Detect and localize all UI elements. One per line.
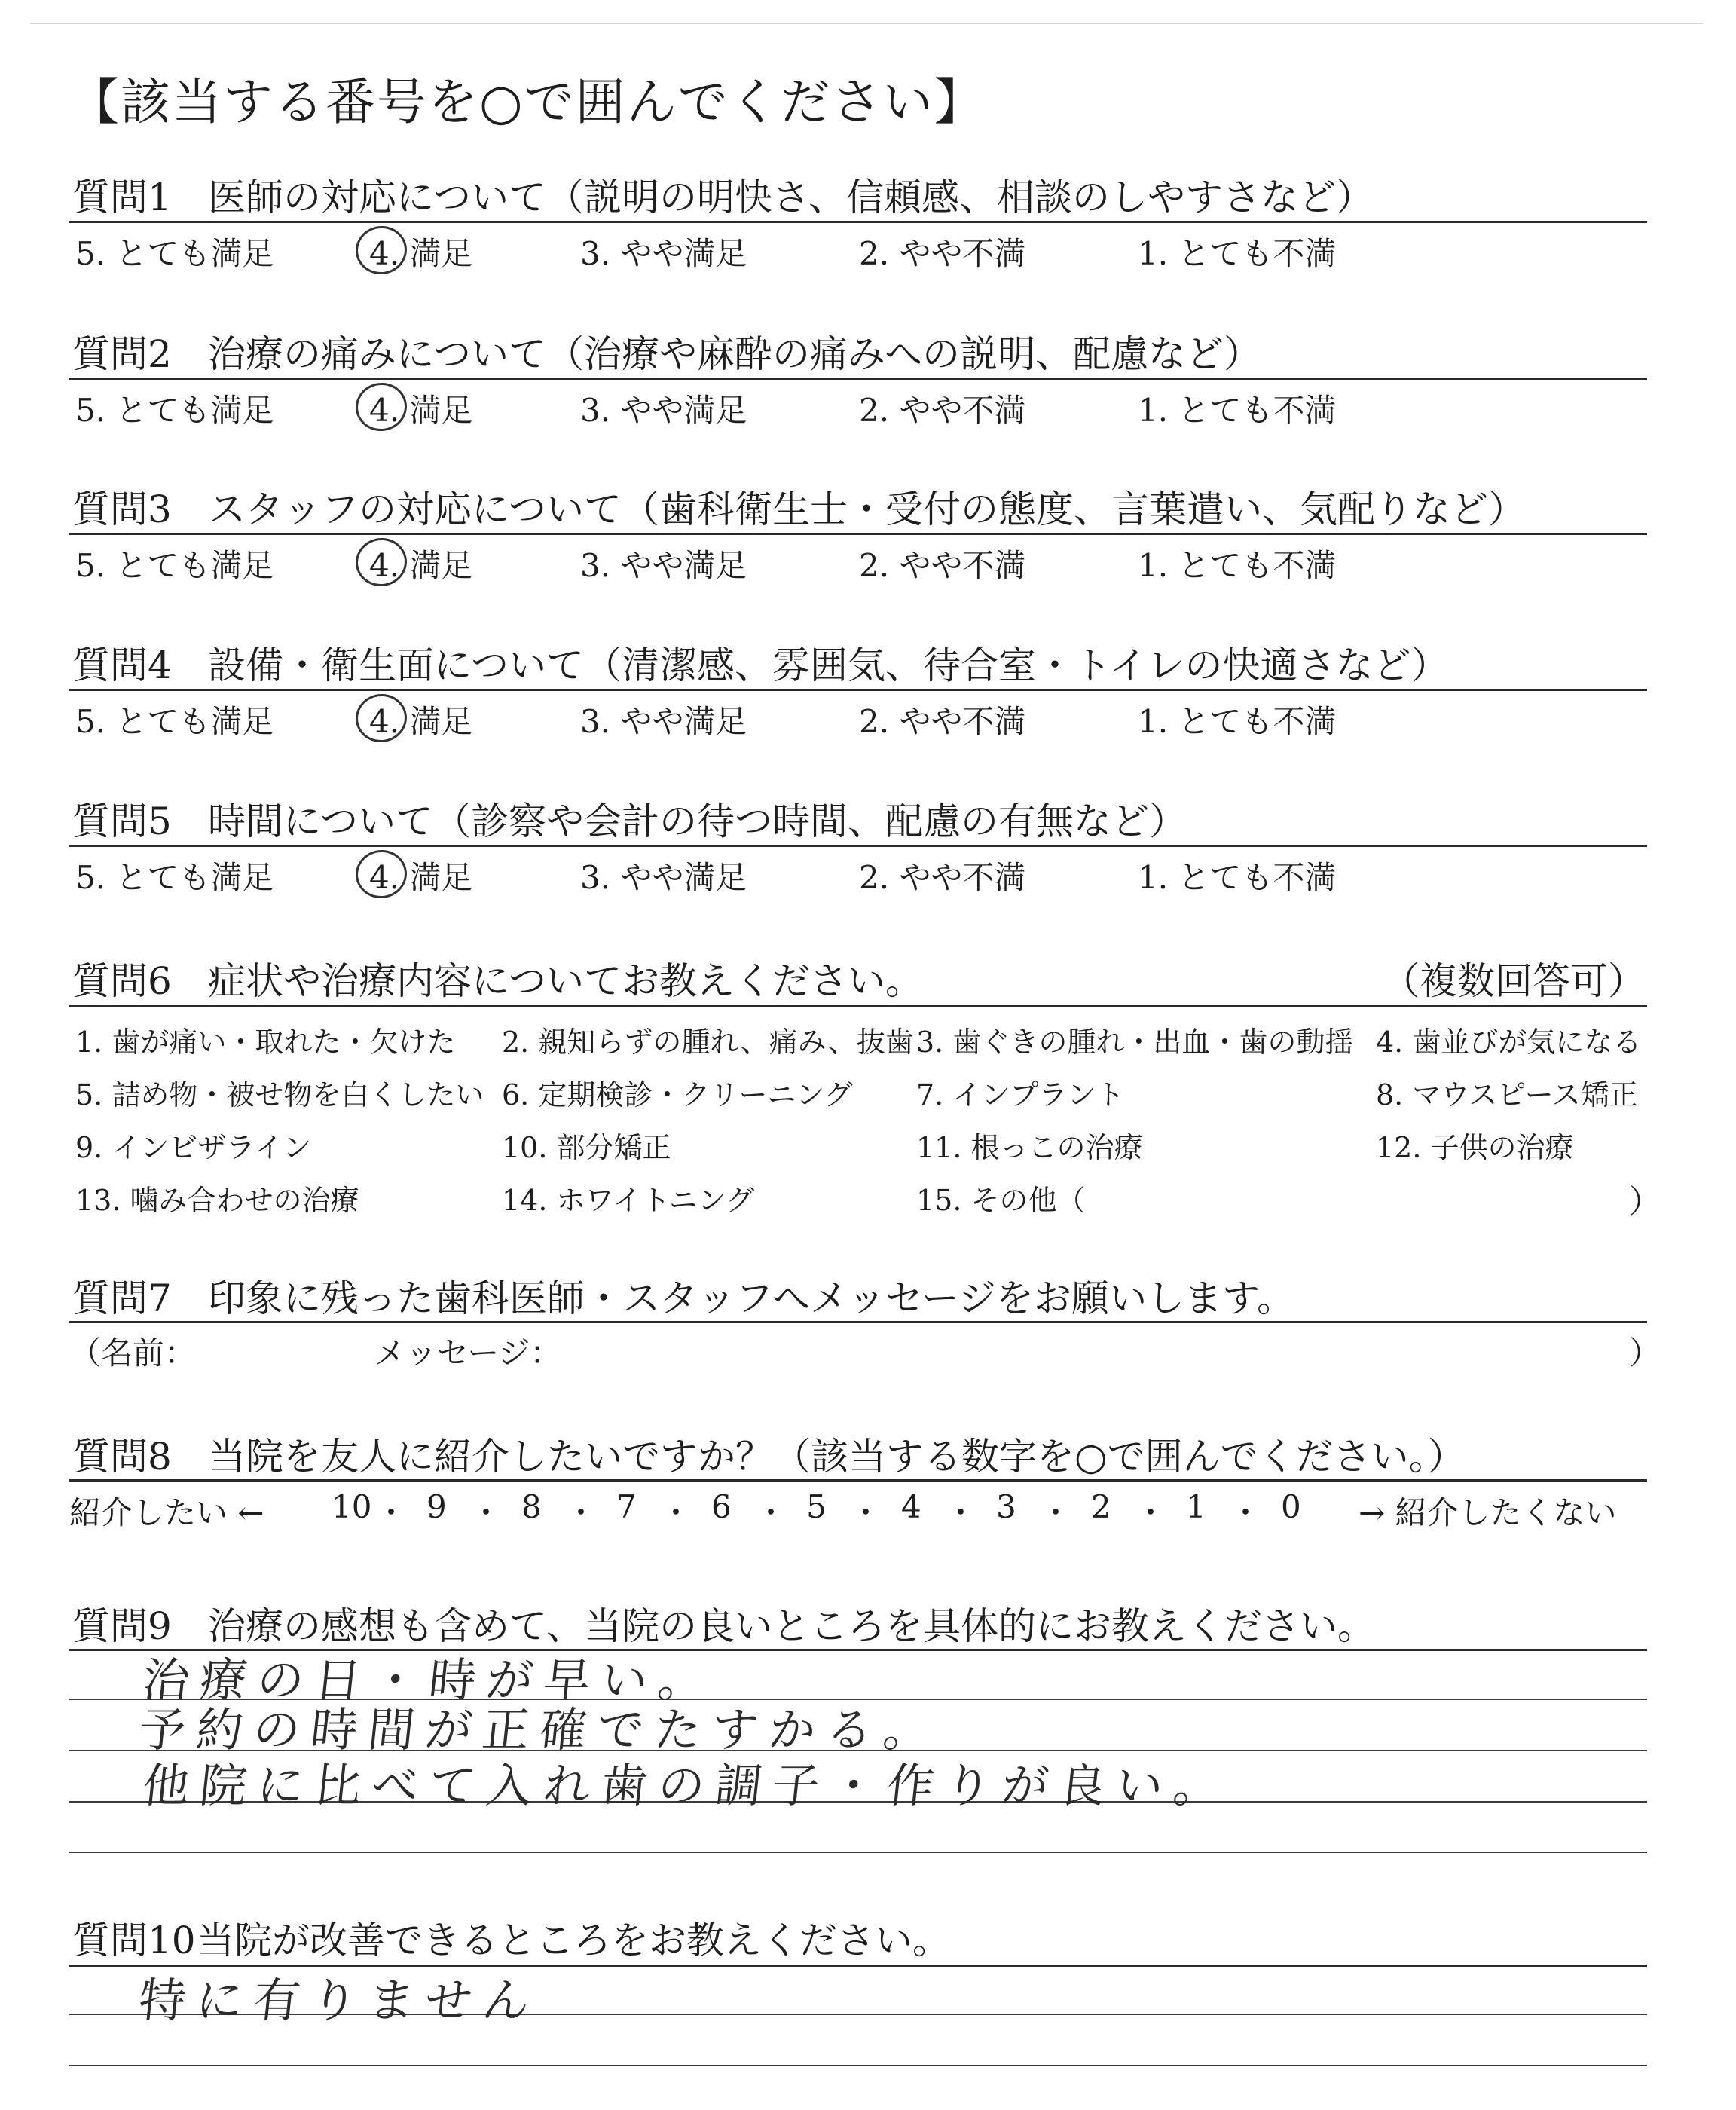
q1-option-1[interactable]: 1. とても不満 xyxy=(1138,235,1337,272)
q6-option-4[interactable]: 4. 歯並びが気になる xyxy=(1376,1026,1642,1059)
q5-option-2[interactable]: 2. やや不満 xyxy=(859,859,1026,896)
q3-rule xyxy=(69,533,1647,535)
q6-option-10[interactable]: 10. 部分矯正 xyxy=(502,1131,671,1164)
q2-option-5[interactable]: 5. とても満足 xyxy=(75,392,274,429)
q6-option-14[interactable]: 14. ホワイトニング xyxy=(502,1184,755,1217)
q6-option-3[interactable]: 3. 歯ぐきの腫れ・出血・歯の動揺 xyxy=(916,1026,1354,1059)
q10-answer-line-1: 特に有りません xyxy=(136,1973,543,2028)
q3-option-1[interactable]: 1. とても不満 xyxy=(1138,547,1337,584)
q6-option-7[interactable]: 7. インプラント xyxy=(916,1078,1125,1112)
q2-option-1[interactable]: 1. とても不満 xyxy=(1138,392,1337,429)
q5-option-4[interactable]: 4. 満足 xyxy=(369,859,473,896)
q7-close: ） xyxy=(1629,1335,1661,1372)
q8-scale xyxy=(0,1488,1736,1534)
q8-scale-value[interactable]: 6 xyxy=(711,1488,732,1525)
q1-heading xyxy=(72,167,1374,222)
q8-right-label: → 紹介したくない xyxy=(1359,1494,1617,1531)
q3-option-2[interactable]: 2. やや不満 xyxy=(859,547,1026,584)
q5-rule xyxy=(69,845,1647,847)
q9-answer-line-2: 予約の時間が正確でたすかる。 xyxy=(136,1702,944,1757)
q8-scale-value[interactable]: 1 xyxy=(1186,1488,1206,1525)
q1-rule xyxy=(69,221,1647,223)
q8-scale-separator: ・ xyxy=(1135,1494,1167,1531)
q7-heading xyxy=(72,1268,1294,1323)
q8-scale-separator: ・ xyxy=(565,1494,598,1531)
q3-option-4[interactable]: 4. 満足 xyxy=(369,547,473,584)
q6-note: （複数回答可） xyxy=(1382,959,1646,1003)
q6-option-6[interactable]: 6. 定期検診・クリーニング xyxy=(502,1078,853,1112)
q4-option-5[interactable]: 5. とても満足 xyxy=(75,703,274,740)
q10-text: 当院が改善できるところをお教えください。 xyxy=(197,1919,950,1962)
page-title: 【該当する番号を○で囲んでください】 xyxy=(69,73,986,131)
q8-scale-value[interactable]: 4 xyxy=(901,1488,921,1525)
q8-scale-separator: ・ xyxy=(470,1494,503,1531)
q6-option-8[interactable]: 8. マウスピース矯正 xyxy=(1376,1078,1638,1112)
q8-left-label: 紹介したい ← xyxy=(69,1494,264,1531)
q6-option-2[interactable]: 2. 親知らずの腫れ、痛み、抜歯 xyxy=(502,1026,914,1059)
q6-heading xyxy=(72,951,923,1005)
q3-heading xyxy=(72,479,1526,534)
q4-heading xyxy=(72,635,1449,690)
q2-option-2[interactable]: 2. やや不満 xyxy=(859,392,1026,429)
q6-rule xyxy=(69,1005,1647,1007)
q8-scale-value[interactable]: 9 xyxy=(426,1488,447,1525)
q3-option-3[interactable]: 3. やや満足 xyxy=(580,547,747,584)
q6-option-13[interactable]: 13. 噛み合わせの治療 xyxy=(75,1184,359,1217)
q4-option-1[interactable]: 1. とても不満 xyxy=(1138,703,1337,740)
q1-number: 質問1 xyxy=(72,176,172,219)
q9-answer-line-1: 治療の日・時が早い。 xyxy=(139,1653,719,1708)
q4-option-2[interactable]: 2. やや不満 xyxy=(859,703,1026,740)
q1-option-2[interactable]: 2. やや不満 xyxy=(859,235,1026,272)
q8-scale-value[interactable]: 2 xyxy=(1091,1488,1111,1525)
q2-text: 治療の痛みについて（治療や麻酔の痛みへの説明、配慮など） xyxy=(208,332,1261,376)
q7-rule xyxy=(69,1321,1647,1323)
q2-option-3[interactable]: 3. やや満足 xyxy=(580,392,747,429)
q8-scale-value[interactable]: 7 xyxy=(616,1488,637,1525)
q3-option-5[interactable]: 5. とても満足 xyxy=(75,547,274,584)
q6-option-11[interactable]: 11. 根っこの治療 xyxy=(916,1131,1143,1164)
q6-option-5[interactable]: 5. 詰め物・被せ物を白くしたい xyxy=(75,1078,484,1112)
q4-text: 設備・衛生面について（清潔感、雰囲気、待合室・トイレの快適さなど） xyxy=(208,644,1449,687)
q8-scale-value[interactable]: 0 xyxy=(1281,1488,1301,1525)
q8-number: 質問8 xyxy=(72,1435,172,1479)
q8-scale-separator: ・ xyxy=(660,1494,692,1531)
q7-message-label: メッセージ： xyxy=(374,1335,562,1372)
q9-answer-line-3: 他院に比べて入れ歯の調子・作りが良い。 xyxy=(139,1758,1234,1813)
top-border xyxy=(30,23,1703,24)
q5-number: 質問5 xyxy=(72,800,172,843)
q2-heading xyxy=(72,324,1261,378)
q8-scale-value[interactable]: 10 xyxy=(332,1488,372,1525)
q7-text: 印象に残った歯科医師・スタッフへメッセージをお願いします。 xyxy=(208,1277,1294,1320)
q4-option-4[interactable]: 4. 満足 xyxy=(369,703,473,740)
q1-text: 医師の対応について（説明の明快さ、信頼感、相談のしやすさなど） xyxy=(208,176,1374,219)
q5-option-5[interactable]: 5. とても満足 xyxy=(75,859,274,896)
q3-number: 質問3 xyxy=(72,488,172,531)
q5-option-1[interactable]: 1. とても不満 xyxy=(1138,859,1337,896)
q6-option-9[interactable]: 9. インビザライン xyxy=(75,1131,312,1164)
q10-heading xyxy=(72,1910,950,1965)
q8-text: 当院を友人に紹介したいですか？（該当する数字を○で囲んでください。） xyxy=(208,1435,1466,1479)
q2-rule xyxy=(69,378,1647,380)
q4-number: 質問4 xyxy=(72,644,172,687)
q5-heading xyxy=(72,791,1187,846)
q1-option-4[interactable]: 4. 満足 xyxy=(369,235,473,272)
q10-number: 質問10 xyxy=(72,1919,196,1962)
q8-scale-separator: ・ xyxy=(850,1494,882,1531)
q6-text: 症状や治療内容についてお教えください。 xyxy=(208,959,923,1003)
q9-rule-5 xyxy=(69,1852,1647,1853)
q6-other-close: ） xyxy=(1629,1183,1661,1220)
q1-option-5[interactable]: 5. とても満足 xyxy=(75,235,274,272)
q6-option-15[interactable]: 15. その他（ xyxy=(916,1184,1086,1217)
q3-text: スタッフの対応について（歯科衛生士・受付の態度、言葉遣い、気配りなど） xyxy=(208,488,1526,531)
q9-text: 治療の感想も含めて、当院の良いところを具体的にお教えください。 xyxy=(208,1604,1375,1648)
q5-option-3[interactable]: 3. やや満足 xyxy=(580,859,747,896)
q10-rule-3 xyxy=(69,2065,1647,2066)
q1-option-3[interactable]: 3. やや満足 xyxy=(580,235,747,272)
q8-scale-separator: ・ xyxy=(755,1494,787,1531)
q8-scale-value[interactable]: 3 xyxy=(996,1488,1016,1525)
q6-number: 質問6 xyxy=(72,959,172,1003)
q4-option-3[interactable]: 3. やや満足 xyxy=(580,703,747,740)
q6-option-12[interactable]: 12. 子供の治療 xyxy=(1376,1131,1574,1164)
q2-option-4[interactable]: 4. 満足 xyxy=(369,392,473,429)
q8-scale-value[interactable]: 5 xyxy=(806,1488,827,1525)
q8-rule xyxy=(69,1479,1647,1482)
q9-number: 質問9 xyxy=(72,1604,172,1648)
q8-heading xyxy=(72,1427,1466,1481)
q8-scale-separator: ・ xyxy=(375,1494,408,1531)
q8-scale-value[interactable]: 8 xyxy=(521,1488,542,1525)
q7-name-label: （名前： xyxy=(69,1335,197,1372)
q6-option-1[interactable]: 1. 歯が痛い・取れた・欠けた xyxy=(75,1026,456,1059)
q2-number: 質問2 xyxy=(72,332,172,376)
q8-scale-separator: ・ xyxy=(945,1494,977,1531)
q4-rule xyxy=(69,689,1647,691)
q8-scale-separator: ・ xyxy=(1040,1494,1072,1531)
q5-text: 時間について（診察や会計の待つ時間、配慮の有無など） xyxy=(208,800,1187,843)
q7-number: 質問7 xyxy=(72,1277,172,1320)
q8-scale-separator: ・ xyxy=(1230,1494,1262,1531)
